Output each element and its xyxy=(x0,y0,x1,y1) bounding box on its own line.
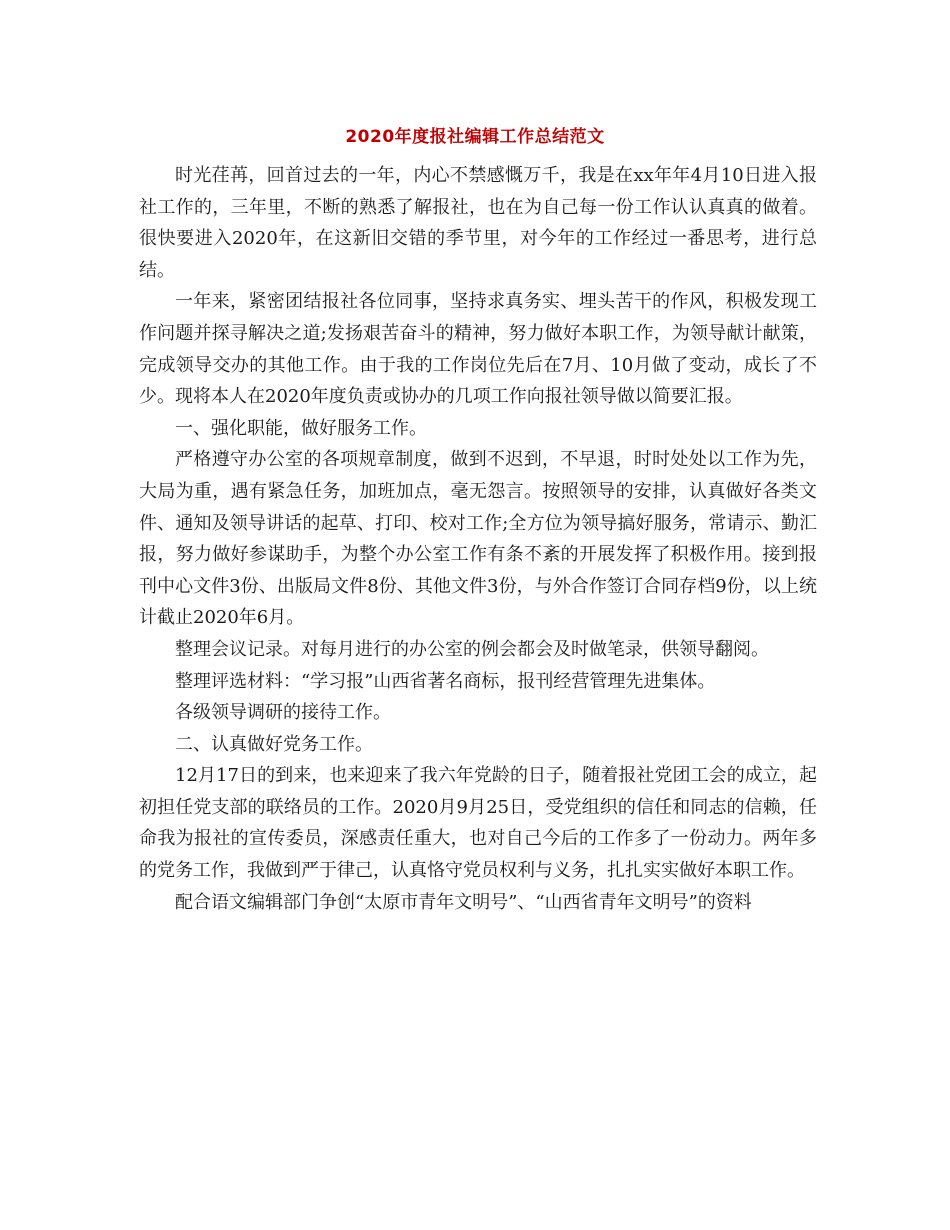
section-heading-1: 一、强化职能，做好服务工作。 xyxy=(175,417,427,439)
paragraph-evaluation-materials: 整理评选材料：“学习报”山西省著名商标，报刊经营管理先进集体。 xyxy=(175,670,716,692)
paragraph-intro: 时光荏苒，回首过去的一年，内心不禁感慨万千，我是在xx年年4月10日进入报社工作的，三年里，不断的熟悉了解报社，也在为自己每一份工作认认真真的做着。很快要进入2020年，在这新旧交错的季节里，对今年的工作经过一番思考，进行总结。 xyxy=(139,165,817,281)
document-title: 2020年度报社编辑工作总结范文 xyxy=(345,127,605,147)
paragraph-party-work: 12月17日的到来，也来迎来了我六年党龄的日子，随着报社党团工会的成立，起初担任党支部的联络员的工作。2020月9月25日，受党组织的信任和同志的信赖，任命我为报社的宣传委员，深感责任重大，也对自己今后的工作多了一份动力。两年多的党务工作，我做到严于律己，认真恪守党员权利与义务，扎扎实实做好本职工作。 xyxy=(139,765,817,882)
paragraph-reception-work: 各级领导调研的接待工作。 xyxy=(175,702,391,724)
paragraph-civilization-award: 配合语文编辑部门争创“太原市青年文明号”、“山西省青年文明号”的资料 xyxy=(175,891,752,913)
section-heading-2: 二、认真做好党务工作。 xyxy=(175,733,373,755)
document-body xyxy=(139,160,817,918)
paragraph-office-work: 严格遵守办公室的各项规章制度，做到不迟到，不早退，时时处处以工作为先，大局为重，遇有紧急任务，加班加点，毫无怨言。按照领导的安排，认真做好各类文件、通知及领导讲话的起草、打印、校对工作;全方位为领导搞好服务，常请示、勤汇报，努力做好参谋助手，为整个办公室工作有条不紊的开展发挥了积极作用。接到报刊中心文件3份、出版局文件8份、其他文件3份，与外合作签订合同存档9份，以上统计截止2020年6月。 xyxy=(139,449,817,629)
paragraph-meeting-records: 整理会议记录。对每月进行的办公室的例会都会及时做笔录，供领导翻阅。 xyxy=(175,638,769,660)
paragraph-overview: 一年来，紧密团结报社各位同事，坚持求真务实、埋头苦干的作风，积极发现工作问题并探寻解决之道;发扬艰苦奋斗的精神，努力做好本职工作，为领导献计献策，完成领导交办的其他工作。由于我的工作岗位先后在7月、10月做了变动，成长了不少。现将本人在2020年度负责或协办的几项工作向报社领导做以简要汇报。 xyxy=(139,291,817,408)
